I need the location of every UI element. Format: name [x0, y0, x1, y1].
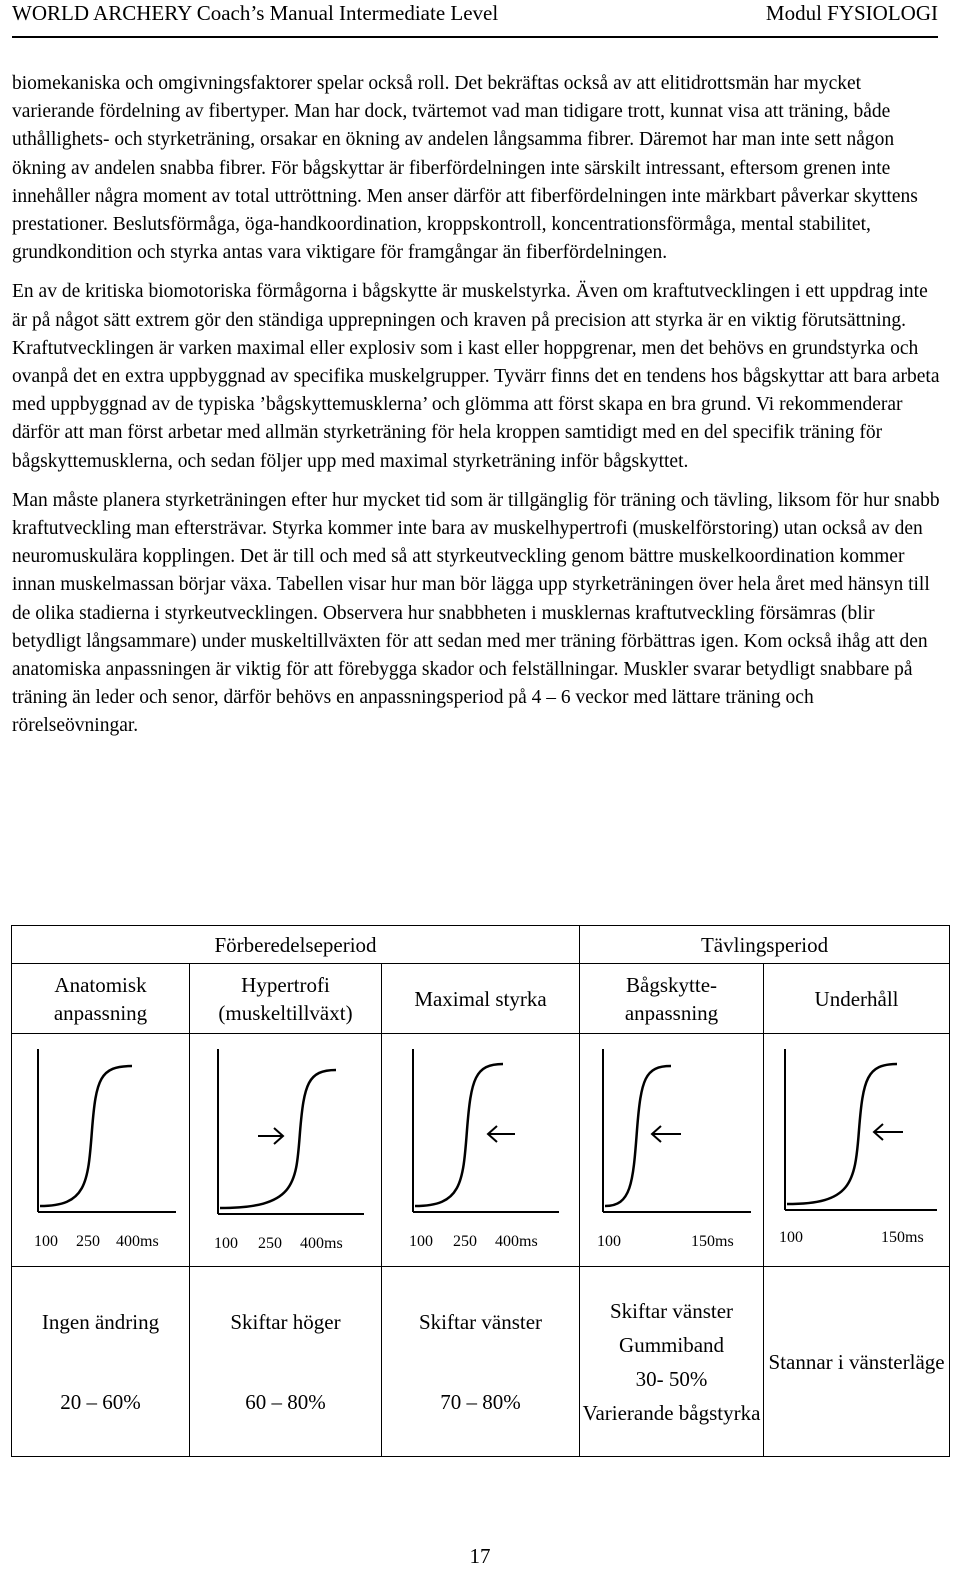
axis-tick-label: 100 [33, 1233, 58, 1250]
axis-tick-label: 100 [408, 1233, 433, 1250]
force-curve-graph [196, 1034, 376, 1266]
force-curve-graph [16, 1034, 186, 1266]
bow-weight-label: Varierande bågstyrka [582, 1400, 761, 1425]
s-curve [40, 1066, 132, 1206]
arrow-left-icon [652, 1126, 681, 1142]
axis-tick-label: 400ms [494, 1233, 538, 1250]
result-anatomical [12, 1267, 190, 1457]
graph-row [12, 1034, 950, 1267]
s-curve [787, 1064, 897, 1204]
shift-label: Skiftar höger [230, 1309, 341, 1334]
s-curve [220, 1070, 336, 1208]
force-curve-graph [769, 1034, 945, 1266]
phase-maintenance: Underhåll [764, 964, 950, 1034]
header-left-title: WORLD ARCHERY Coach’s Manual Intermediate Level [12, 1, 499, 25]
arrow-left-icon [874, 1124, 903, 1140]
percent-label: 20 – 60% [60, 1389, 141, 1414]
graph-anatomical [12, 1034, 190, 1267]
axis-tick-label: 400ms [299, 1235, 343, 1252]
axis-tick-label: 100 [596, 1233, 621, 1250]
paragraph-1: biomekaniska och omgivningsfaktorer spelar också roll. Det bekräftas också av att elitidrottsmän har mycket varierande fördelning av fibertyper. Man har dock, tvärtemot vad man tidigare trott, kunnat visa att träning, både uthållighets- och styrketräning, orsakar en ökning av andelen långsamma fibrer. Däremot har man inte sett någon ökning av andelen snabba fibrer. För bågskyttar är fiberfördelningen inte särskilt intressant, eftersom grenen inte innehåller några moment av total uttröttning. Men anser därför att fiberfördelningen inte märkbart påverkar skyttens prestationer. Beslutsförmåga, öga-handkoordination, kroppskontroll, koncentrationsförmåga, mental stabilitet, grundkondition och styrka antas vara viktigare för framgångar än fiberfördelningen. [12, 73, 918, 264]
axis-tick-label: 250 [452, 1233, 477, 1250]
shift-row [12, 1267, 950, 1457]
paragraph-3: Man måste planera styrketräningen efter hur mycket tid som är tillgänglig för träning och tävling, liksom för hur snabb kraftutveckling man eftersträvar. Styrka kommer inte bara av muskelhypertrofi (muskelförstoring) utan också av den neuromuskulära kopplingen. Det är till och med så att styrkeutveckling genom bättre muskelkoordination kommer innan muskelmassan börjar växa. Tabellen visar hur man bör lägga upp styrketräningen över hela året med hänsyn till de olika stadierna i styrkeutvecklingen. Observera hur snabbheten i musklernas kraftutveckling försämras (blir betydligt långsammare) under muskeltillväxten för att sedan med mer träning förbättras igen. Kom också ihåg att den anatomiska anpassningen är viktig för att förebygga skador och felställningar. Muskler svarar betydligt snabbare på träning än leder och senor, därför behövs en anpassningsperiod på 4 – 6 veckor med lättare träning och rörelseövningar. [12, 489, 940, 737]
phase-max-strength: Maximal styrka [382, 964, 580, 1034]
axis-tick-label: 100 [778, 1229, 803, 1246]
phase-hypertrophy: Hypertrofi (muskeltillväxt) [190, 964, 382, 1034]
shift-label: Skiftar vänster [418, 1309, 543, 1334]
graph-hypertrophy [190, 1034, 382, 1267]
preparation-period-header: Förberedelseperiod [12, 926, 580, 964]
result-max-strength [382, 1267, 580, 1457]
percent-label: 70 – 80% [440, 1389, 521, 1414]
axis-tick-label: 150ms [690, 1233, 734, 1250]
phase-anatomical: Anatomisk anpassning [12, 964, 190, 1034]
phase-name-row [12, 964, 950, 1034]
band-label: Gummiband [619, 1332, 725, 1357]
strength-training-table [11, 925, 950, 1457]
shift-label: Ingen ändring [41, 1309, 160, 1334]
graph-archery-adaptation [580, 1034, 764, 1267]
competition-period-header: Tävlingsperiod [580, 926, 950, 964]
percent-label: 30- 50% [635, 1366, 708, 1391]
axis-tick-label: 150ms [880, 1229, 924, 1246]
force-curve-graph [391, 1034, 571, 1266]
axis-tick-label: 400ms [115, 1233, 159, 1250]
page-header [12, 0, 938, 38]
graph-maintenance [764, 1034, 950, 1267]
shift-label: Skiftar vänster [610, 1298, 734, 1323]
graph-max-strength [382, 1034, 580, 1267]
arrow-left-icon [488, 1126, 515, 1142]
phase-archery-adaptation: Bågskytte-anpassning [580, 964, 764, 1034]
axis-tick-label: 250 [257, 1235, 282, 1252]
result-archery-adaptation [580, 1267, 764, 1457]
body-text [12, 70, 942, 752]
percent-label: 60 – 80% [245, 1389, 326, 1414]
header-right-title: Modul FYSIOLOGI [765, 1, 938, 25]
arrow-right-icon [258, 1128, 283, 1144]
paragraph-2: En av de kritiska biomotoriska förmågorna i bågskytte är muskelstyrka. Även om kraftutvecklingen i ett uppdrag inte är på något sätt extrem gör den ständiga upprepningen och kraven på precision att styrka är en viktig förutsättning. Kraftutvecklingen är varken maximal eller explosiv som i kast eller hoppgrenar, men det behövs en grundstyrka och ovanpå det en extra uppbyggnad av specifika muskelgrupper. Tyvärr finns det en tendens hos bågskyttar att bara arbeta med uppbyggnad av de typiska ’bågskyttemusklerna’ och glömma att först skapa en bra grund. Vi rekommenderar därför att man först arbetar med allmän styrketräning för hela kroppen samtidigt med en del specifik träning för bågskyttemusklerna, och sedan följer upp med maximal styrketräning inför bågskyttet. [12, 281, 940, 472]
period-row [12, 926, 950, 964]
result-hypertrophy [190, 1267, 382, 1457]
result-maintenance: Stannar i vänsterläge [764, 1267, 950, 1457]
axis-tick-label: 100 [213, 1235, 238, 1252]
axis-tick-label: 250 [75, 1233, 100, 1250]
s-curve [605, 1066, 671, 1206]
force-curve-graph [585, 1034, 759, 1266]
page-number: 17 [469, 1544, 491, 1568]
